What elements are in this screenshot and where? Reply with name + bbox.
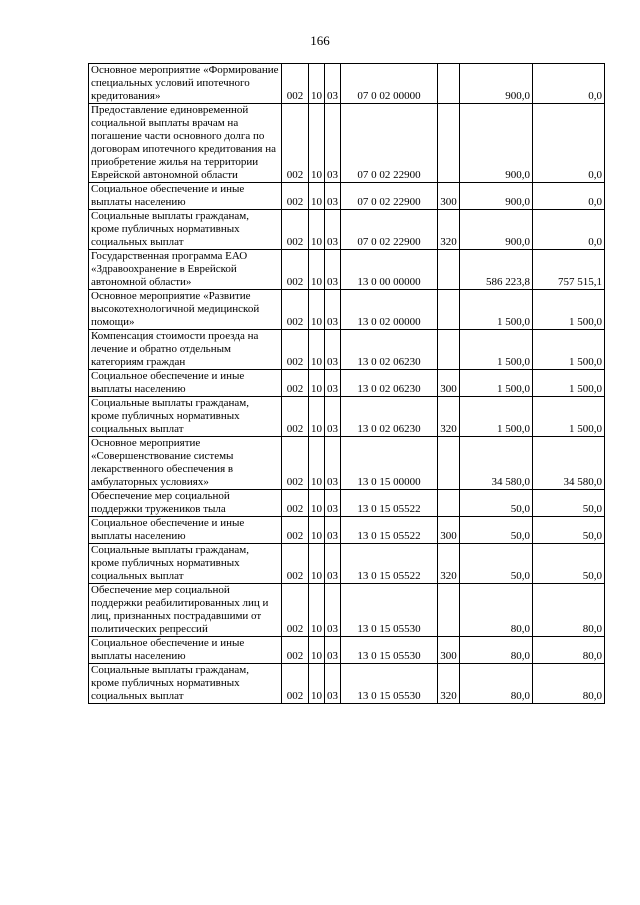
subsection-code-cell: 03 [325, 437, 341, 490]
subsection-code-cell: 03 [325, 250, 341, 290]
amount-year1-cell: 1 500,0 [460, 330, 533, 370]
row-name-cell: Предоставление единовременной социальной выплаты врачам на погашение части основного долга по договорам ипотечного кредитования на приобретение жилья на территории Еврейской автономной области [89, 104, 282, 183]
department-code-cell: 002 [282, 490, 309, 517]
section-code-cell: 10 [309, 584, 325, 637]
amount-year1-cell: 586 223,8 [460, 250, 533, 290]
subsection-code-cell: 03 [325, 210, 341, 250]
amount-year2-cell: 80,0 [533, 664, 605, 704]
amount-year2-cell: 757 515,1 [533, 250, 605, 290]
row-name-cell: Компенсация стоимости проезда на лечение и обратно отдельным категориям граждан [89, 330, 282, 370]
department-code-cell: 002 [282, 637, 309, 664]
subsection-code-cell: 03 [325, 290, 341, 330]
table-row [89, 437, 605, 490]
amount-year1-cell: 34 580,0 [460, 437, 533, 490]
row-name-cell: Социальное обеспечение и иные выплаты населению [89, 370, 282, 397]
amount-year1-cell: 900,0 [460, 104, 533, 183]
table-row [89, 490, 605, 517]
department-code-cell: 002 [282, 370, 309, 397]
section-code-cell: 10 [309, 290, 325, 330]
amount-year2-cell: 0,0 [533, 183, 605, 210]
table-row [89, 330, 605, 370]
section-code-cell: 10 [309, 183, 325, 210]
subsection-code-cell: 03 [325, 183, 341, 210]
subsection-code-cell: 03 [325, 584, 341, 637]
section-code-cell: 10 [309, 664, 325, 704]
amount-year2-cell: 34 580,0 [533, 437, 605, 490]
target-article-cell: 13 0 02 00000 [341, 290, 438, 330]
amount-year1-cell: 50,0 [460, 517, 533, 544]
expense-type-cell: 300 [438, 637, 460, 664]
row-name-cell: Основное мероприятие «Совершенствование системы лекарственного обеспечения в амбулаторных условиях» [89, 437, 282, 490]
amount-year1-cell: 80,0 [460, 637, 533, 664]
section-code-cell: 10 [309, 104, 325, 183]
amount-year2-cell: 50,0 [533, 517, 605, 544]
amount-year2-cell: 80,0 [533, 637, 605, 664]
table-row [89, 104, 605, 183]
row-name-cell: Социальные выплаты гражданам, кроме публичных нормативных социальных выплат [89, 397, 282, 437]
department-code-cell: 002 [282, 397, 309, 437]
subsection-code-cell: 03 [325, 64, 341, 104]
department-code-cell: 002 [282, 250, 309, 290]
table-row [89, 210, 605, 250]
department-code-cell: 002 [282, 210, 309, 250]
row-name-cell: Социальное обеспечение и иные выплаты населению [89, 183, 282, 210]
amount-year2-cell: 50,0 [533, 490, 605, 517]
table-body [89, 64, 605, 704]
amount-year1-cell: 1 500,0 [460, 290, 533, 330]
expense-type-cell [438, 490, 460, 517]
expense-type-cell: 320 [438, 210, 460, 250]
department-code-cell: 002 [282, 437, 309, 490]
section-code-cell: 10 [309, 370, 325, 397]
section-code-cell: 10 [309, 517, 325, 544]
amount-year2-cell: 0,0 [533, 210, 605, 250]
section-code-cell: 10 [309, 210, 325, 250]
department-code-cell: 002 [282, 517, 309, 544]
amount-year1-cell: 50,0 [460, 544, 533, 584]
target-article-cell: 13 0 15 05530 [341, 664, 438, 704]
target-article-cell: 13 0 15 05522 [341, 517, 438, 544]
department-code-cell: 002 [282, 584, 309, 637]
target-article-cell: 13 0 02 06230 [341, 330, 438, 370]
target-article-cell: 07 0 02 22900 [341, 104, 438, 183]
section-code-cell: 10 [309, 637, 325, 664]
table-row [89, 517, 605, 544]
expense-type-cell [438, 330, 460, 370]
amount-year2-cell: 50,0 [533, 544, 605, 584]
row-name-cell: Социальное обеспечение и иные выплаты населению [89, 517, 282, 544]
amount-year2-cell: 0,0 [533, 104, 605, 183]
row-name-cell: Социальные выплаты гражданам, кроме публичных нормативных социальных выплат [89, 210, 282, 250]
subsection-code-cell: 03 [325, 490, 341, 517]
target-article-cell: 13 0 00 00000 [341, 250, 438, 290]
amount-year2-cell: 0,0 [533, 64, 605, 104]
expense-type-cell: 320 [438, 664, 460, 704]
table-row [89, 250, 605, 290]
subsection-code-cell: 03 [325, 517, 341, 544]
row-name-cell: Государственная программа ЕАО «Здравоохранение в Еврейской автономной области» [89, 250, 282, 290]
budget-table [88, 63, 605, 704]
department-code-cell: 002 [282, 104, 309, 183]
amount-year1-cell: 900,0 [460, 210, 533, 250]
table-row [89, 637, 605, 664]
department-code-cell: 002 [282, 64, 309, 104]
expense-type-cell [438, 64, 460, 104]
expense-type-cell [438, 250, 460, 290]
table-row [89, 183, 605, 210]
department-code-cell: 002 [282, 544, 309, 584]
expense-type-cell: 300 [438, 370, 460, 397]
subsection-code-cell: 03 [325, 544, 341, 584]
section-code-cell: 10 [309, 544, 325, 584]
section-code-cell: 10 [309, 490, 325, 517]
target-article-cell: 13 0 15 05522 [341, 544, 438, 584]
table-row [89, 584, 605, 637]
target-article-cell: 13 0 15 00000 [341, 437, 438, 490]
expense-type-cell [438, 437, 460, 490]
section-code-cell: 10 [309, 250, 325, 290]
amount-year2-cell: 1 500,0 [533, 397, 605, 437]
subsection-code-cell: 03 [325, 370, 341, 397]
row-name-cell: Социальные выплаты гражданам, кроме публичных нормативных социальных выплат [89, 664, 282, 704]
subsection-code-cell: 03 [325, 104, 341, 183]
table-row [89, 397, 605, 437]
table-row [89, 290, 605, 330]
table-row [89, 544, 605, 584]
target-article-cell: 13 0 15 05522 [341, 490, 438, 517]
table-row [89, 64, 605, 104]
subsection-code-cell: 03 [325, 330, 341, 370]
section-code-cell: 10 [309, 330, 325, 370]
row-name-cell: Основное мероприятие «Развитие высокотехнологичной медицинской помощи» [89, 290, 282, 330]
amount-year1-cell: 900,0 [460, 183, 533, 210]
page-number: 166 [310, 33, 330, 48]
subsection-code-cell: 03 [325, 664, 341, 704]
target-article-cell: 13 0 02 06230 [341, 397, 438, 437]
target-article-cell: 13 0 15 05530 [341, 637, 438, 664]
row-name-cell: Социальные выплаты гражданам, кроме публичных нормативных социальных выплат [89, 544, 282, 584]
table-row [89, 664, 605, 704]
amount-year2-cell: 80,0 [533, 584, 605, 637]
expense-type-cell [438, 584, 460, 637]
target-article-cell: 07 0 02 00000 [341, 64, 438, 104]
amount-year1-cell: 900,0 [460, 64, 533, 104]
amount-year1-cell: 50,0 [460, 490, 533, 517]
row-name-cell: Обеспечение мер социальной поддержки тружеников тыла [89, 490, 282, 517]
expense-type-cell [438, 104, 460, 183]
amount-year2-cell: 1 500,0 [533, 330, 605, 370]
row-name-cell: Социальное обеспечение и иные выплаты населению [89, 637, 282, 664]
table-row [89, 370, 605, 397]
amount-year2-cell: 1 500,0 [533, 290, 605, 330]
target-article-cell: 13 0 02 06230 [341, 370, 438, 397]
amount-year1-cell: 1 500,0 [460, 397, 533, 437]
expense-type-cell: 320 [438, 397, 460, 437]
expense-type-cell [438, 290, 460, 330]
amount-year1-cell: 80,0 [460, 584, 533, 637]
expense-type-cell: 300 [438, 183, 460, 210]
amount-year2-cell: 1 500,0 [533, 370, 605, 397]
section-code-cell: 10 [309, 437, 325, 490]
department-code-cell: 002 [282, 183, 309, 210]
amount-year1-cell: 1 500,0 [460, 370, 533, 397]
section-code-cell: 10 [309, 64, 325, 104]
amount-year1-cell: 80,0 [460, 664, 533, 704]
expense-type-cell: 300 [438, 517, 460, 544]
target-article-cell: 13 0 15 05530 [341, 584, 438, 637]
department-code-cell: 002 [282, 664, 309, 704]
row-name-cell: Обеспечение мер социальной поддержки реабилитированных лиц и лиц, признанных пострадавшими от политических репрессий [89, 584, 282, 637]
target-article-cell: 07 0 02 22900 [341, 210, 438, 250]
department-code-cell: 002 [282, 290, 309, 330]
department-code-cell: 002 [282, 330, 309, 370]
expense-type-cell: 320 [438, 544, 460, 584]
row-name-cell: Основное мероприятие «Формирование специальных условий ипотечного кредитования» [89, 64, 282, 104]
section-code-cell: 10 [309, 397, 325, 437]
target-article-cell: 07 0 02 22900 [341, 183, 438, 210]
subsection-code-cell: 03 [325, 397, 341, 437]
subsection-code-cell: 03 [325, 637, 341, 664]
